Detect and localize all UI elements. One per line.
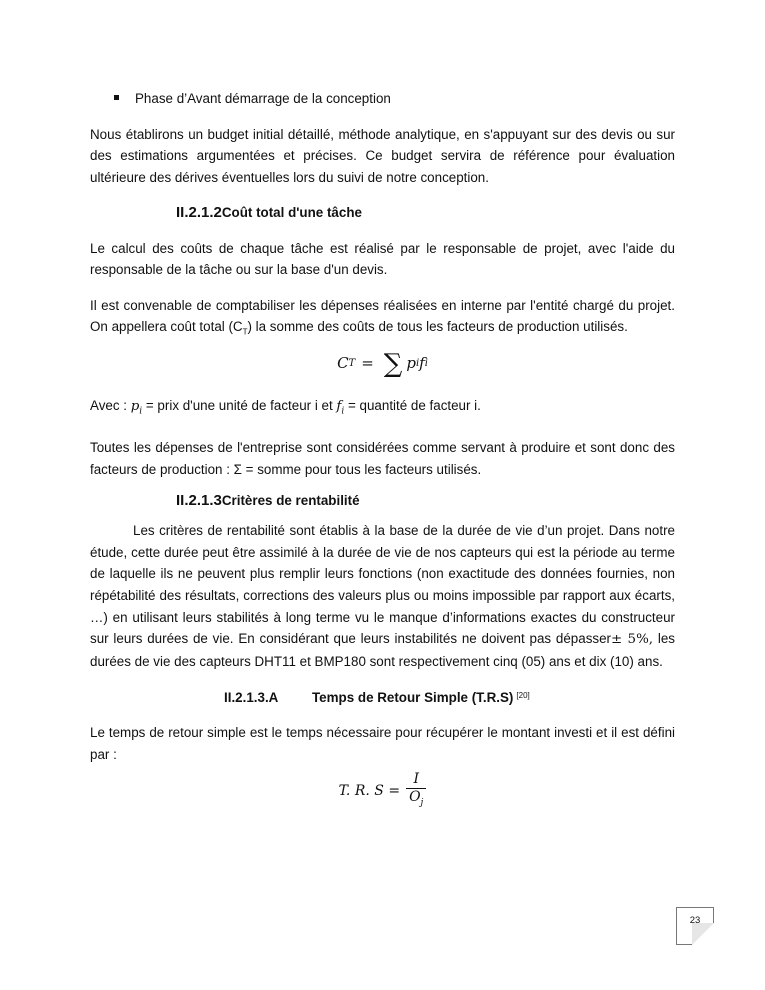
formula-f: f xyxy=(419,354,425,373)
section-title: Critères de rentabilité xyxy=(221,493,360,509)
paragraph-calcul: Le calcul des coûts de chaque tâche est réalisé par le responsable de projet, avec l'aide du responsable de la tâche ou sur la base d'un devis. xyxy=(90,240,675,277)
section-heading-cout-total xyxy=(176,202,675,224)
reference-marker: [20] xyxy=(516,690,530,700)
bullet-item xyxy=(114,88,675,110)
bullet-square-icon xyxy=(114,95,119,100)
formula-subscript: j xyxy=(420,798,424,809)
paragraph-depenses: Toutes les dépenses de l'entreprise sont considérées comme servant à produire et sont donc des facteurs de production : Σ = somme pour tous les facteurs utilisés. xyxy=(90,440,675,477)
denominator-o: O xyxy=(409,789,421,806)
bullet-text: Phase d’Avant démarrage de la conception xyxy=(135,91,391,106)
subsection-title: Temps de Retour Simple (T.R.S) xyxy=(312,689,514,705)
paragraph-avec xyxy=(90,395,675,423)
math-subscript: i xyxy=(139,406,143,417)
text-segment: = prix d'une unité de facteur i et xyxy=(142,398,337,414)
formula-cout-total xyxy=(90,347,675,381)
section-number: II.2.1.2 xyxy=(176,204,222,221)
section-number: II.2.1.3 xyxy=(176,492,222,510)
math-p: p xyxy=(130,399,140,415)
document-page xyxy=(90,88,675,812)
sum-symbol: ∑ xyxy=(383,349,403,380)
text-segment: Il est convenable de comptabiliser les dépenses réalisées en interne par l'entité chargé du projet. On appellera coût total (C xyxy=(90,297,675,334)
page-number-box xyxy=(676,907,714,945)
math-f: f xyxy=(336,399,342,415)
page-fold-icon xyxy=(692,923,714,945)
paragraph-trs: Le temps de retour simple est le temps nécessaire pour récupérer le montant investi et il est défini par : xyxy=(90,725,675,762)
formula-subscript: i xyxy=(415,358,420,370)
formula-p: p xyxy=(406,354,416,373)
paragraph-cout-total xyxy=(90,295,675,344)
subscript: T xyxy=(242,327,248,337)
fraction-denominator xyxy=(406,789,426,812)
text-segment: Les critères de rentabilité sont établis à la base de la durée de vie d’un projet. Dans notre étude, cette durée peut être assimilé à la durée de vie de nos capteurs qui est la période au terme de laquelle ils ne peuvent plus remplir leurs fonctions (non exactitude des données fournies, non répétabilité des résultats, corrections des valeurs plus ou moins impossible par rapport aux écarts, …) en utilisant leurs stabilités à long terme vu le manque d’informations exactes du constructeur sur leurs durées de vie. En considérant que leurs instabilités ne doivent pas dépasser xyxy=(90,522,675,647)
math-tolerance: ± 5%, xyxy=(611,632,654,648)
text-segment: les durées de vie des capteurs DHT11 et BMP180 sont respectivement cinq (05) ans et dix (10) ans. xyxy=(90,631,675,670)
subsection-heading-trs xyxy=(224,687,675,709)
math-subscript: i xyxy=(341,406,345,417)
formula-trs xyxy=(90,771,675,812)
formula-subscript: T xyxy=(348,358,356,370)
text-segment: ) la somme des coûts de tous les facteurs de production utilisés. xyxy=(247,319,628,334)
text-segment: = quantité de facteur i. xyxy=(344,398,481,414)
fraction-numerator: I xyxy=(413,771,419,788)
formula-lhs: T. R. S = xyxy=(338,782,401,799)
section-heading-criteres xyxy=(176,490,675,512)
formula-subscript: i xyxy=(424,358,428,370)
subsection-number: II.2.1.3.A xyxy=(224,689,279,705)
fraction xyxy=(406,771,426,812)
formula-lhs: C xyxy=(337,354,349,373)
formula-equals: = xyxy=(361,354,374,373)
page-number: 23 xyxy=(689,915,701,926)
text-segment: Avec : xyxy=(90,398,131,414)
section-title: Coût total d'une tâche xyxy=(221,205,362,220)
paragraph-budget: Nous établirons un budget initial détaillé, méthode analytique, en s'appuyant sur des devis ou sur des estimations argumentées et précises. Ce budget servira de référence pour évaluation ultérieure des dérives éventuelles lors du suivi de notre conception. xyxy=(90,126,675,185)
paragraph-criteres xyxy=(90,520,675,673)
